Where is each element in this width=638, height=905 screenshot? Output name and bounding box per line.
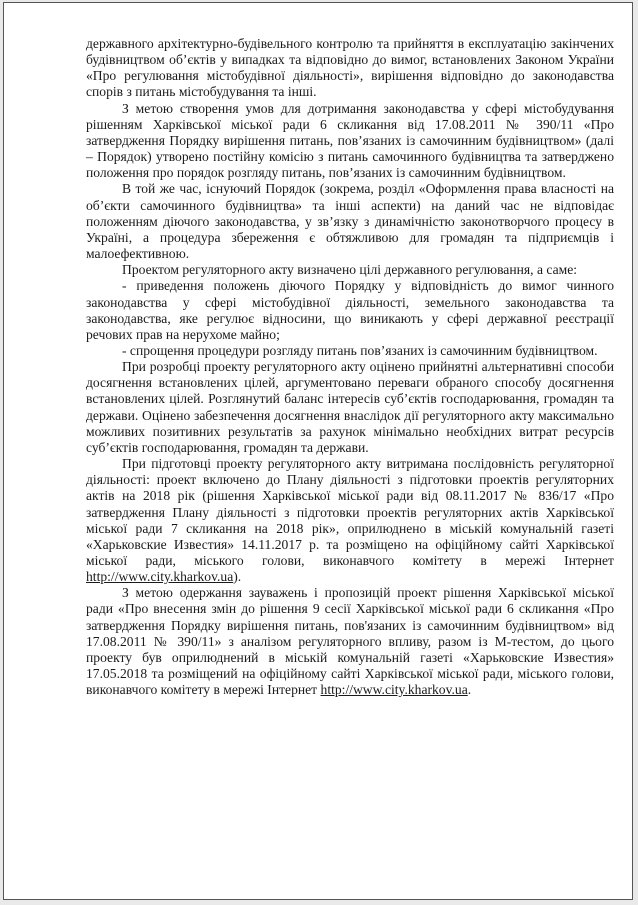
- paragraph-alternatives: При розробці проекту регуляторного акту оцінено прийнятні альтернативні способи досягнення встановлених цілей, аргументовано переваги обраного способу досягнення встановлених цілей. Розглянутий баланс інтересів суб’єктів господарювання, громадян та держави. Оцінено забезпечення досягнення внаслідок дії регуляторного акту максимально можливих позитивних результатів за рахунок мінімально необхідних витрат ресурсів суб’єктів господарювання, громадян та держави.: [86, 359, 614, 455]
- goal-item-simplification: - спрощення процедури розгляду питань пов’язаних із самочинним будівництвом.: [122, 342, 598, 358]
- paragraph-publication: З метою одержання зауважень і пропозицій проект рішення Харківської міської ради «Про внесення змін до рішення 9 сесії Харківської міської ради 6 скликання «Про затвердження Порядку вирішення питань, пов'язаних із самочинним будівництвом» від 17.08.2011 № 390/11» з аналізом регуляторного впливу, разом із М-тестом, до цього проекту був оприлюднений в міській комунальній газеті «Харьковские Известия» 17.05.2018 та розміщений на офіційному сайті Харківської міської ради, міського голови, виконавчого комітету в мережі Інтернет http://www.city.kharkov.ua.: [86, 585, 614, 698]
- website-link[interactable]: http://www.city.kharkov.ua: [320, 682, 468, 698]
- paragraph-current-procedure: В той же час, існуючий Порядок (зокрема, розділ «Оформлення права власності на об’єкти самочинного будівництва» та інші аспекти) на даний час не відповідає положенням діючого законодавства, у зв’язку з динамічністю законотворчого процесу в Україні, а процедура збереження є обтяжливою для громадян та підприємців і малоефективною.: [86, 181, 614, 262]
- paragraph-continuation: державного архітектурно-будівельного контролю та прийняття в експлуатацію закінчених будівництвом об’єктів у випадках та відповідно до вимог, встановлених Законом України «Про регулювання містобудівної діяльності», вирішення відповідно до законодавства спорів з питань містобудування та інші.: [86, 36, 614, 100]
- paragraph-goals-intro: Проектом регуляторного акту визначено цілі державного регулювання, а саме:: [122, 262, 578, 278]
- website-link[interactable]: http://www.city.kharkov.ua: [86, 569, 234, 585]
- document-body: [86, 36, 614, 698]
- goal-item-compliance: - приведення положень діючого Порядку у відповідність до вимог чинного законодавства у сфері містобудівної діяльності, земельного законодавства та законодавства, яке регулює відносини, що виникають у сфері державної реєстрації речових прав на нерухоме майно;: [86, 278, 614, 342]
- paragraph-commission: З метою створення умов для дотримання законодавства у сфері містобудування рішенням Харківської міської ради 6 скликання від 17.08.2011 № 390/11 «Про затвердження Порядку вирішення питань, пов’язаних із самочинним будівництвом» (далі – Порядок) утворено постійну комісію з питань самочинного будівництва та затверджено положення про порядок розгляду питань, пов’язаних із самочинним будівництвом.: [86, 100, 614, 181]
- document-page: [3, 2, 633, 900]
- paragraph-regulatory-sequence: При підготовці проекту регуляторного акту витримана послідовність регуляторної діяльності: проект включено до Плану діяльності з підготовки проектів регуляторних актів на 2018 рік (рішення Харківської міської ради від 08.11.2017 № 836/17 «Про затвердження Плану діяльності з підготовки проектів регуляторних актів Харківської міської ради 7 скликання на 2018 рік», оприлюднено в міській комунальній газеті «Харьковские Известия» 14.11.2017 р. та розміщено на офіційному сайті Харківської міської ради, міського голови, виконавчого комітету в мережі Інтернет http://www.city.kharkov.ua).: [86, 456, 614, 585]
